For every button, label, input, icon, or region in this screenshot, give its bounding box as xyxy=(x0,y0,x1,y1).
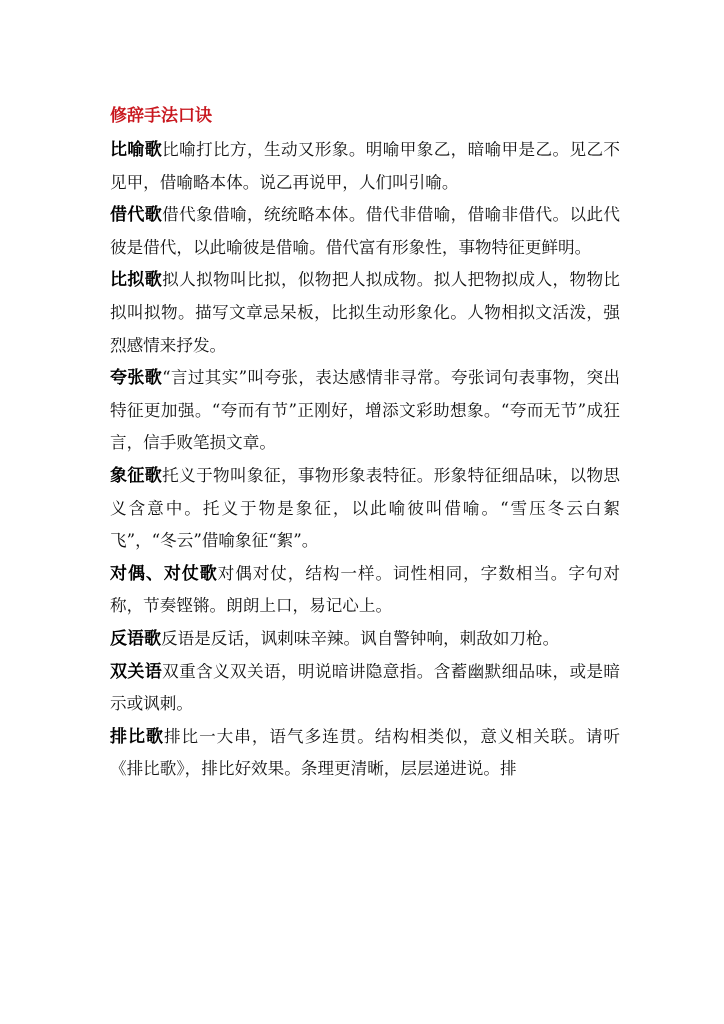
entry-text: 反语是反话，讽刺味辛辣。讽自警钟响，刺敌如刀枪。 xyxy=(161,628,560,648)
entry-parallelism xyxy=(110,721,620,786)
entry-term: 象征歌 xyxy=(110,465,163,486)
entry-metonymy xyxy=(110,199,620,264)
entry-pun xyxy=(110,656,620,721)
entry-text: “言过其实”叫夸张，表达感情非寻常。夸张词句表事物，突出特征更加强。“夸而有节”正刚好，增添文彩助想象。“夸而无节”成狂言，信手败笔损文章。 xyxy=(110,368,620,453)
entry-irony xyxy=(110,623,620,656)
entry-hyperbole xyxy=(110,362,620,460)
entry-text: 托义于物叫象征，事物形象表特征。形象特征细品味，以物思义含意中。托义于物是象征，以此喻彼叫借喻。“雪压冬云白絮飞”，“冬云”借喻象征“絮”。 xyxy=(110,465,621,551)
entry-personification xyxy=(110,264,620,362)
entry-term: 借代歌 xyxy=(110,205,163,226)
entry-text: 排比一大串，语气多连贯。结构相类似，意义相关联。请听《排比歌》，排比好效果。条理更清晰，层层递进说。排 xyxy=(110,726,620,779)
entry-antithesis xyxy=(110,558,620,623)
document-title: 修辞手法口诀 xyxy=(110,106,212,126)
entry-term: 比喻歌 xyxy=(110,140,163,160)
entry-term: 反语歌 xyxy=(110,628,161,649)
entry-symbolism xyxy=(110,460,620,558)
entry-text: 对偶对仗，结构一样。词性相同，字数相当。字句对称，节奏铿锵。朗朗上口，易记心上。 xyxy=(110,563,621,616)
entry-text: 比喻打比方，生动又形象。明喻甲象乙，暗喻甲是乙。见乙不见甲，借喻略本体。说乙再说甲，人们叫引喻。 xyxy=(110,140,621,192)
entry-text: 双重含义双关语，明说暗讲隐意指。含蓄幽默细品味，或是暗示或讽刺。 xyxy=(110,661,621,714)
document-page xyxy=(110,100,620,786)
entry-term: 夸张歌 xyxy=(110,368,163,389)
entry-simile xyxy=(110,134,620,199)
entry-text: 拟人拟物叫比拟，似物把人拟成物。拟人把物拟成人，物物比拟叫拟物。描写文章忌呆板，比拟生动形象化。人物相拟文活泼，强烈感情来抒发。 xyxy=(110,270,621,355)
entry-term: 比拟歌 xyxy=(110,270,163,291)
entry-term: 排比歌 xyxy=(110,726,164,747)
entry-text: 借代象借喻，统统略本体。借代非借喻，借喻非借代。以此代彼是借代，以此喻彼是借喻。借代富有形象性，事物特征更鲜明。 xyxy=(110,205,621,257)
entry-term: 对偶、对仗歌 xyxy=(110,563,218,584)
entry-term: 双关语 xyxy=(110,661,163,682)
